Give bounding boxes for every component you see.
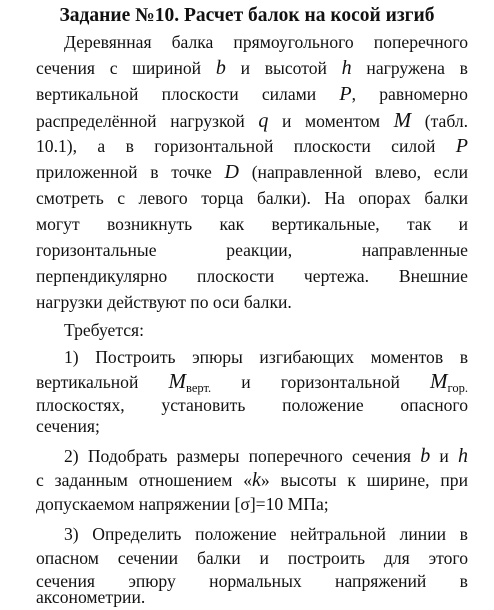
subscript-hor: гор.: [447, 381, 468, 395]
intro-line-10: [36, 263, 468, 289]
text: вертикальной: [36, 372, 169, 392]
text: сечения с шириной: [36, 58, 216, 78]
var-P2: P: [455, 135, 468, 157]
text: вертикальной плоскости силами: [36, 84, 340, 104]
var-b: b: [215, 57, 226, 79]
intro-line-1: [64, 29, 468, 55]
item1-line-4: [36, 413, 468, 439]
text: сечения эпюру нормальных напряжений в: [36, 571, 468, 591]
intro-line-3: [36, 81, 468, 107]
var-h: h: [341, 57, 352, 79]
text: , равномерно: [351, 84, 468, 104]
text: сечения;: [36, 416, 100, 436]
var-M: M: [393, 108, 412, 132]
text: и высотой: [240, 58, 342, 78]
task-title: Задание №10. Расчет балок на косой изгиб: [59, 5, 435, 26]
text: 2) Подобрать размеры поперечного сечения: [64, 446, 421, 466]
text: с заданным отношением «: [36, 470, 252, 490]
text: и горизонтальной: [241, 372, 431, 392]
text: аксонометрии.: [36, 587, 146, 607]
text: 10.1), а в горизонтальной плоскости силой: [36, 136, 456, 156]
text: M: [168, 369, 186, 393]
text: » высоты к ширине, при: [260, 470, 468, 490]
text: 3) Определить положение нейтральной линии в: [64, 524, 468, 544]
intro-line-7: [36, 185, 468, 211]
sigma-value: [σ]=10: [234, 494, 284, 514]
text: Требуется:: [64, 320, 145, 340]
text: плоскостях, установить положение опасного: [36, 395, 468, 415]
intro-line-11: [36, 289, 468, 315]
text: смотреть с левого торца балки). На опорах балки: [36, 188, 468, 208]
item3-line-1: [64, 521, 468, 547]
intro-line-8: [36, 211, 468, 237]
var-P: P: [339, 83, 352, 105]
text: горизонтальные реакции, направленные: [36, 240, 468, 260]
item1-line-2: [36, 368, 468, 394]
text: приложенной в точке: [36, 162, 225, 182]
text: могут возникнуть как вертикальные, так и: [36, 214, 468, 234]
intro-line-5: [36, 133, 468, 159]
text: 1) Построить эпюры изгибающих моментов в: [64, 347, 468, 367]
text: (направленной влево, если: [251, 162, 468, 182]
text: опасном сечении балки и построить для этого: [36, 548, 468, 568]
subscript-vert: верт.: [185, 381, 212, 395]
text: M: [430, 369, 448, 393]
item3-line-4: [36, 584, 468, 610]
text: МПа;: [283, 494, 329, 514]
var-k: k: [252, 469, 261, 491]
text: нагрузки действуют по оси балки.: [36, 292, 292, 312]
text: и: [439, 446, 458, 466]
text: нагружена в: [366, 58, 468, 78]
text: (табл.: [424, 111, 469, 131]
text: допускаемом напряжении: [36, 494, 235, 514]
text: и моментом: [282, 111, 394, 131]
intro-line-4: [36, 107, 468, 133]
var-M-hor: [430, 369, 468, 393]
text: Деревянная балка прямоугольного поперечного: [64, 32, 468, 52]
item2-line-1: [64, 443, 468, 469]
text: распределённой нагрузкой: [36, 111, 259, 131]
item2-line-2: [36, 467, 468, 493]
var-M-vert: [168, 369, 211, 393]
intro-line-9: [36, 237, 468, 263]
requirements-label: [64, 317, 468, 343]
var-h: h: [458, 445, 468, 467]
intro-line-2: [36, 55, 468, 81]
var-b: b: [420, 445, 431, 467]
item2-line-3: [36, 491, 468, 517]
intro-line-6: [36, 159, 468, 185]
var-D: D: [224, 161, 239, 183]
var-q: q: [258, 110, 269, 132]
item1-line-1: [64, 344, 468, 370]
text: перпендикулярно плоскости чертежа. Внешние: [36, 266, 468, 286]
